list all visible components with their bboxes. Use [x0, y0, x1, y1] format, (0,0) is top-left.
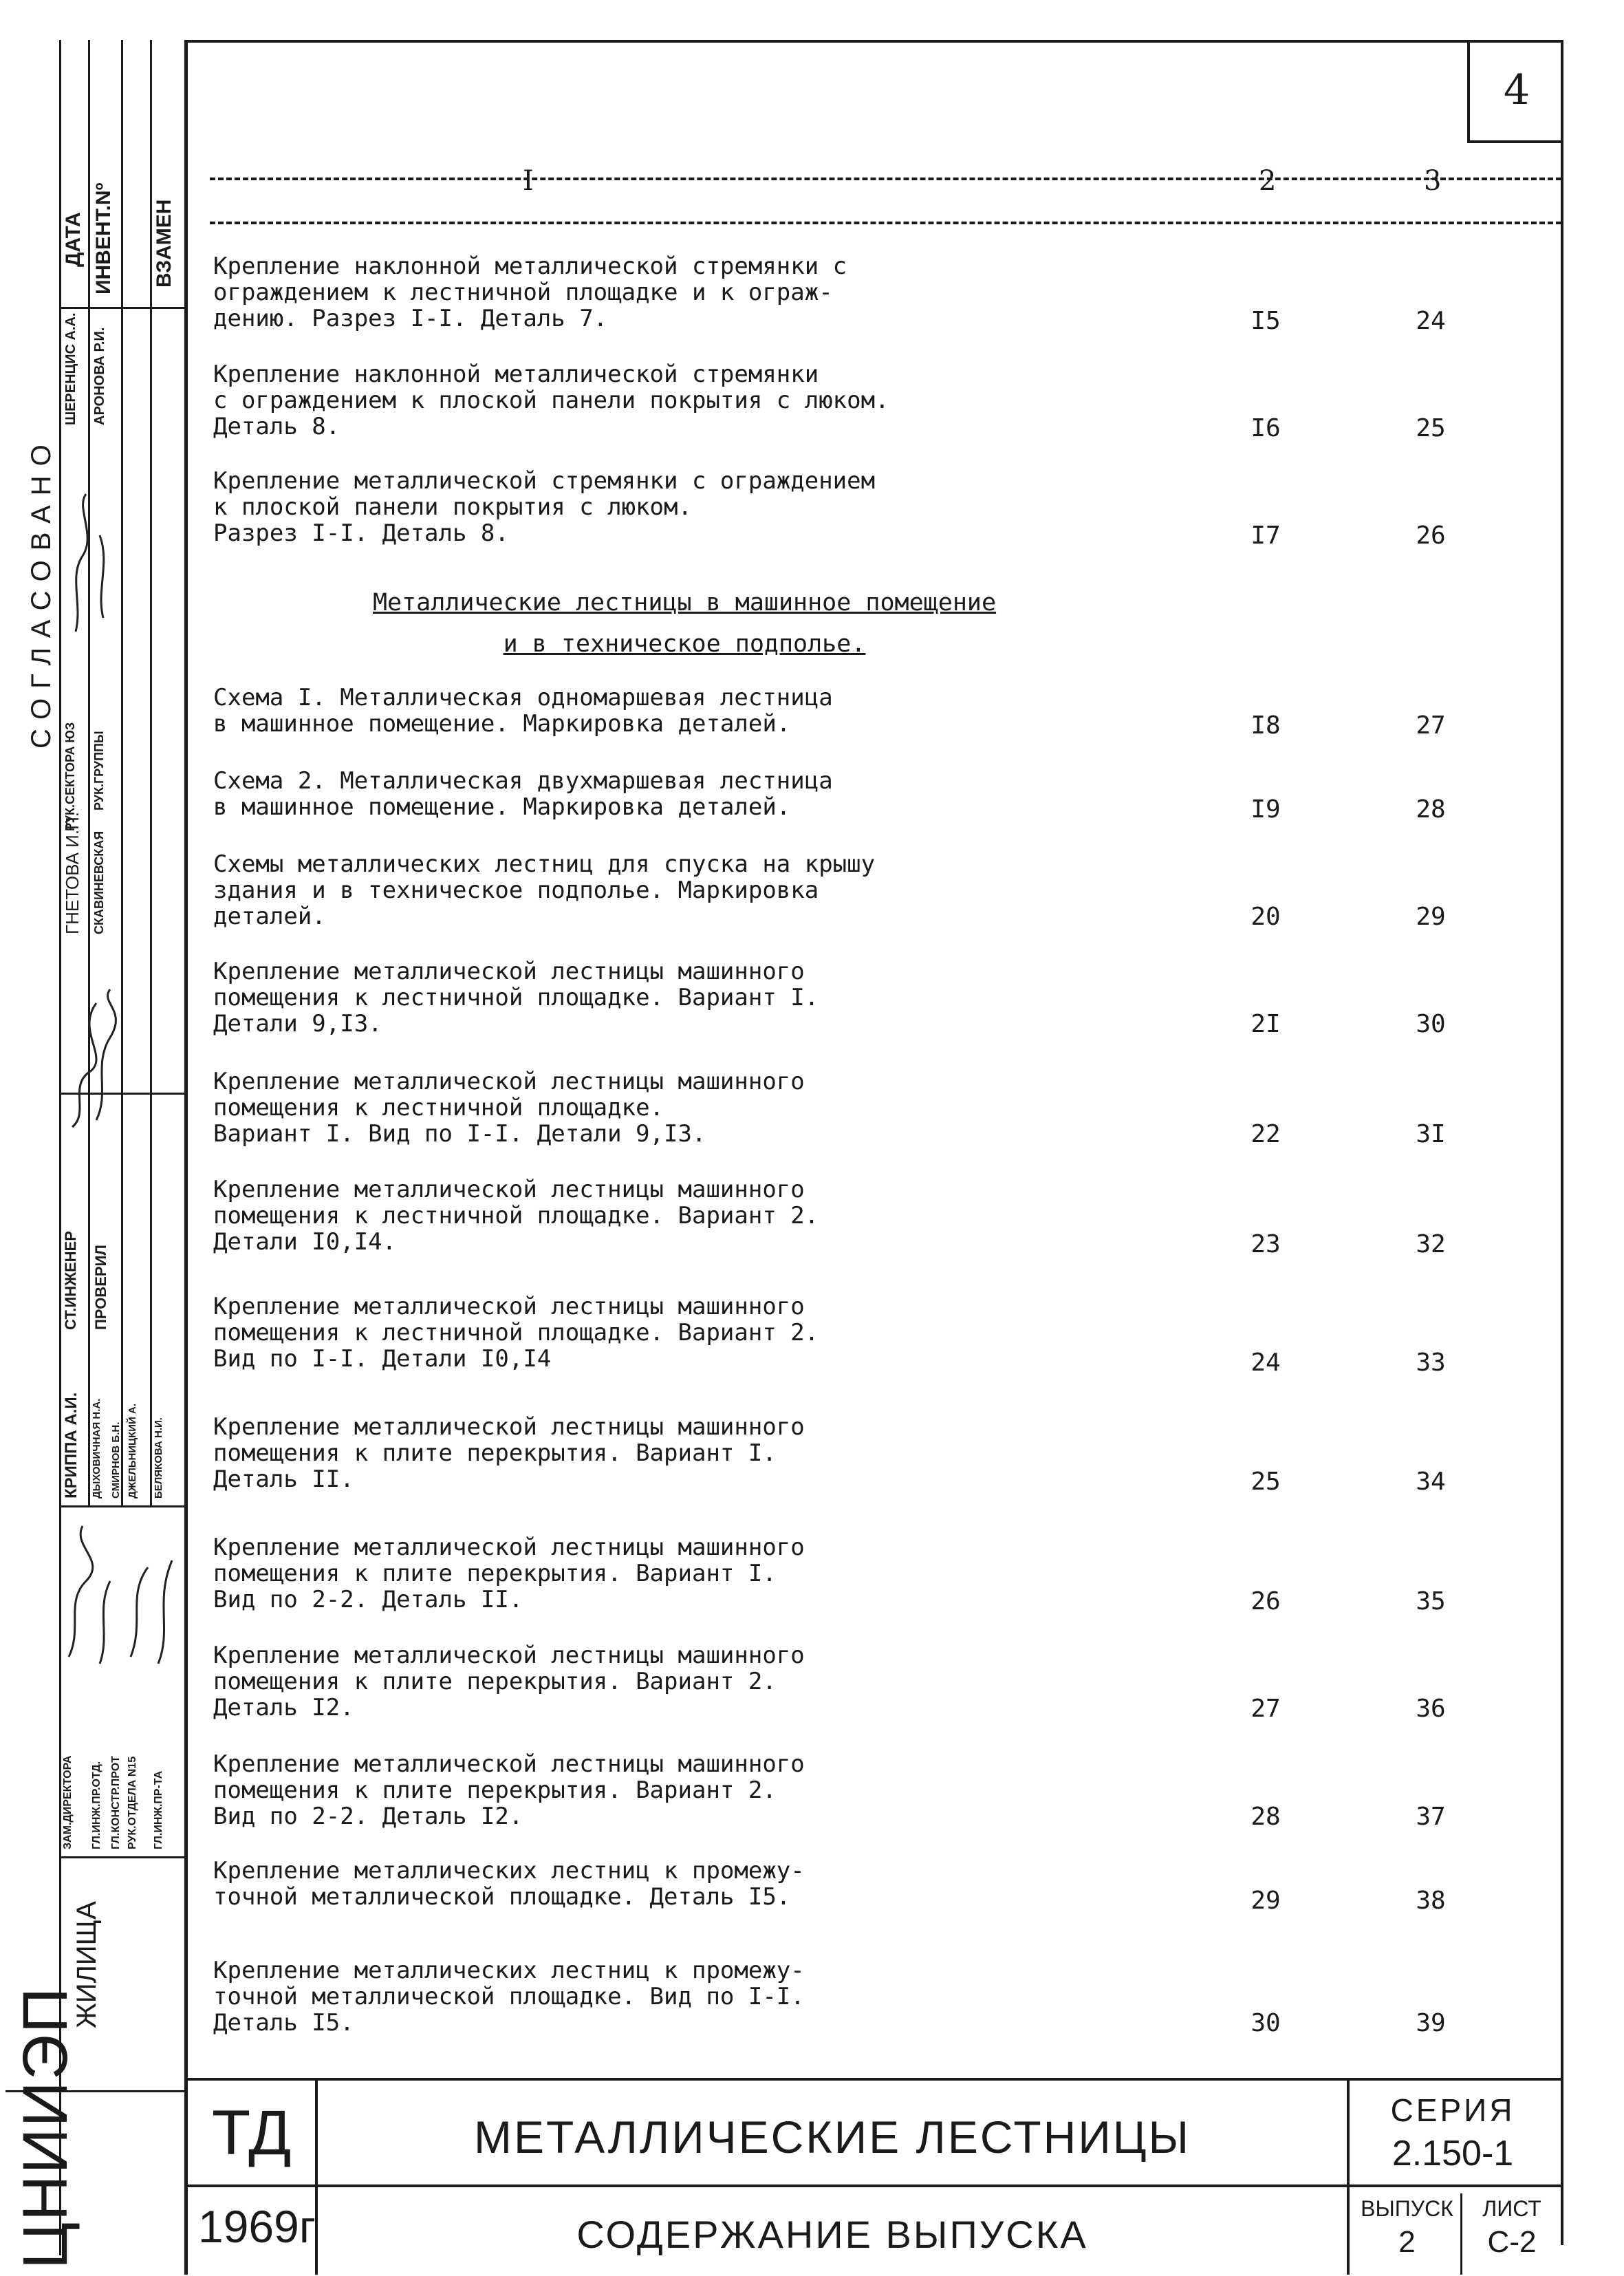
entry-col2: I9: [1251, 795, 1281, 824]
entry-col3: 24: [1416, 307, 1446, 335]
entry-col2: 30: [1251, 2009, 1281, 2037]
stamp-agreed-name: АРОНОВА Р.И.: [92, 327, 107, 425]
entry-text: Крепление металлической стремянки с ограждением к плоской панели покрытия с люком. Разрез I-I. Деталь 8.: [213, 467, 876, 547]
entry-text: Крепление металлической лестницы машинного помещения к плите перекрытия. Вариант 2. Вид по 2-2. Деталь I2.: [213, 1750, 805, 1830]
entry-text: Крепление металлических лестниц к промежу- точной металлической площадке. Деталь I5.: [213, 1857, 805, 1911]
approval-stamp: [6, 40, 184, 2276]
entry-text: Крепление наклонной металлической стремянки с ограждением к лестничной площадке и к ограж- дению. Разрез I-I. Деталь 7.: [213, 253, 847, 332]
entry-text: Крепление металлической лестницы машинного помещения к плите перекрытия. Вариант 2. Деталь I2.: [213, 1642, 805, 1721]
entry-col2: 2I: [1251, 1010, 1281, 1038]
signature-mark: [62, 976, 120, 1141]
header-rule-top: [210, 178, 1561, 180]
stamp-manager-role: РУК.ОТДЕЛА N15: [127, 1756, 138, 1849]
entry-col2: 26: [1251, 1587, 1281, 1615]
entry-text: Крепление металлической лестницы машинного помещения к плите перекрытия. Вариант I. Вид по 2-2. Деталь II.: [213, 1534, 805, 1613]
entry-text: Крепление металлической лестницы машинного помещения к лестничной площадке. Вариант I. Вид по I-I. Детали 9,I3.: [213, 1068, 805, 1148]
entry-col3: 34: [1416, 1468, 1446, 1496]
stamp-header-inventory: ИНВЕНТ.Nº: [92, 182, 115, 294]
organization-suffix: ЖИЛИЩА: [72, 1901, 102, 2028]
entry-col3: 37: [1416, 1803, 1446, 1831]
entry-col2: 20: [1251, 903, 1281, 931]
stamp-header-date: ДАТА: [62, 212, 85, 267]
header-rule-bottom: [210, 222, 1561, 224]
entry-col2: 27: [1251, 1695, 1281, 1723]
entry-col2: 28: [1251, 1803, 1281, 1831]
organization-name: ЦНИИЭП: [10, 1986, 80, 2269]
section-heading-line1: Металлические лестницы в машинное помещение: [372, 589, 997, 616]
entry-col3: 29: [1416, 903, 1446, 931]
entry-col2: 22: [1251, 1120, 1281, 1148]
entry-col2: 23: [1251, 1230, 1281, 1258]
document-subtitle: СОДЕРЖАНИЕ ВЫПУСКА: [576, 2213, 1088, 2256]
section-heading-line2: и в техническое подполье.: [503, 630, 866, 658]
stamp-engineer-role: ПРОВЕРИЛ: [92, 1245, 109, 1330]
entry-col3: 33: [1416, 1349, 1446, 1377]
document-title: МЕТАЛЛИЧЕСКИЕ ЛЕСТНИЦЫ: [473, 2112, 1191, 2162]
entry-col2: 29: [1251, 1887, 1281, 1915]
entry-text: Крепление металлической лестницы машинного помещения к лестничной площадке. Вариант I. Детали 9,I3.: [213, 958, 819, 1038]
title-block: [184, 2078, 1563, 2275]
entry-col3: 25: [1416, 414, 1446, 442]
stamp-manager-role: ГЛ.ИНЖ.ПР.ОТД.: [91, 1761, 102, 1849]
entry-col3: 35: [1416, 1587, 1446, 1615]
entry-col3: 39: [1416, 2009, 1446, 2037]
stamp-group-role: РУК.ГРУППЫ: [92, 731, 106, 810]
issue-value: 2: [1398, 2225, 1416, 2259]
stamp-header-replaces: ВЗАМЕН: [153, 199, 175, 288]
stamp-author-name: ГНЕТОВА И.П.: [62, 811, 83, 934]
entry-col2: 25: [1251, 1468, 1281, 1496]
series-value: 2.150-1: [1392, 2134, 1514, 2173]
entry-col3: 26: [1416, 522, 1446, 550]
document-code: ТД: [212, 2098, 292, 2168]
stamp-manager-role: ГЛ.ИНЖ.ПР-ТА: [153, 1770, 164, 1849]
entry-col2: I6: [1251, 414, 1281, 442]
entry-text: Схема 2. Металлическая двухмаршевая лестница в машинное помещение. Маркировка деталей.: [213, 767, 833, 821]
entry-col3: 27: [1416, 711, 1446, 740]
document-year: 1969г: [198, 2201, 316, 2252]
stamp-agreed-name: ШЕРЕНЦИС А.А.: [63, 312, 78, 425]
column-header-2: 2: [1259, 165, 1277, 197]
signature-mark: [62, 480, 120, 645]
entry-text: Крепление металлической лестницы машинного помещения к лестничной площадке. Вариант 2. Вид по I-I. Детали I0,I4: [213, 1293, 819, 1373]
entry-text: Крепление металлической лестницы машинного помещения к лестничной площадке. Вариант 2. Детали I0,I4.: [213, 1176, 819, 1256]
entry-col3: 32: [1416, 1230, 1446, 1258]
entry-col3: 30: [1416, 1010, 1446, 1038]
entry-col3: 36: [1416, 1695, 1446, 1723]
entry-text: Крепление металлических лестниц к промежу- точной металлической площадке. Вид по I-I. Деталь I5.: [213, 1957, 805, 2037]
column-header-1: I: [523, 165, 534, 197]
entry-col3: 38: [1416, 1887, 1446, 1915]
series-label: СЕРИЯ: [1390, 2092, 1515, 2128]
stamp-manager-role: ЗАМ.ДИРЕКТОРА: [62, 1755, 74, 1849]
sheet-value: С-2: [1487, 2225, 1537, 2259]
signature-mark: [62, 1519, 179, 1677]
entry-col3: 3I: [1416, 1120, 1446, 1148]
stamp-manager-name: СМИРНОВ Б.Н.: [110, 1421, 122, 1499]
sheet-number: 4: [1467, 40, 1563, 143]
entry-text: Крепление наклонной металлической стремянки с ограждением к плоской панели покрытия с люком. Деталь 8.: [213, 361, 889, 440]
stamp-author-name: СКАВИНЕВСКАЯ: [92, 830, 106, 934]
stamp-manager-role: ГЛ.КОНСТР.ПРОТ: [110, 1756, 122, 1849]
column-header-3: 3: [1424, 165, 1442, 197]
stamp-manager-name: ДЫХОВИЧНАЯ Н.А.: [91, 1398, 102, 1499]
entry-text: Крепление металлической лестницы машинного помещения к плите перекрытия. Вариант I. Деталь II.: [213, 1413, 805, 1493]
stamp-engineer-role: СТ.ИНЖЕНЕР: [62, 1231, 79, 1330]
entry-col2: 24: [1251, 1349, 1281, 1377]
stamp-agreed-label: СОГЛАСОВАНО: [26, 435, 56, 749]
entry-col3: 28: [1416, 795, 1446, 824]
entry-text: Схема I. Металлическая одномаршевая лестница в машинное помещение. Маркировка деталей.: [213, 684, 833, 738]
stamp-manager-name: БЕЛЯКОВА Н.И.: [153, 1417, 164, 1499]
entry-text: Схемы металлических лестниц для спуска на крышу здания и в техническое подполье. Маркировка деталей.: [213, 850, 876, 930]
entry-col2: I5: [1251, 307, 1281, 335]
sheet-label: ЛИСТ: [1482, 2196, 1541, 2221]
stamp-manager-name: КРИППА А.И.: [62, 1392, 80, 1499]
entry-col2: I8: [1251, 711, 1281, 740]
stamp-manager-name: ДЖЕЛЬНИЦКИЙ А.: [127, 1403, 138, 1499]
entry-col2: I7: [1251, 522, 1281, 550]
stamp-group-role: РУК.СЕКТОРА ЮЗ: [63, 722, 77, 831]
issue-label: ВЫПУСК: [1361, 2196, 1453, 2221]
